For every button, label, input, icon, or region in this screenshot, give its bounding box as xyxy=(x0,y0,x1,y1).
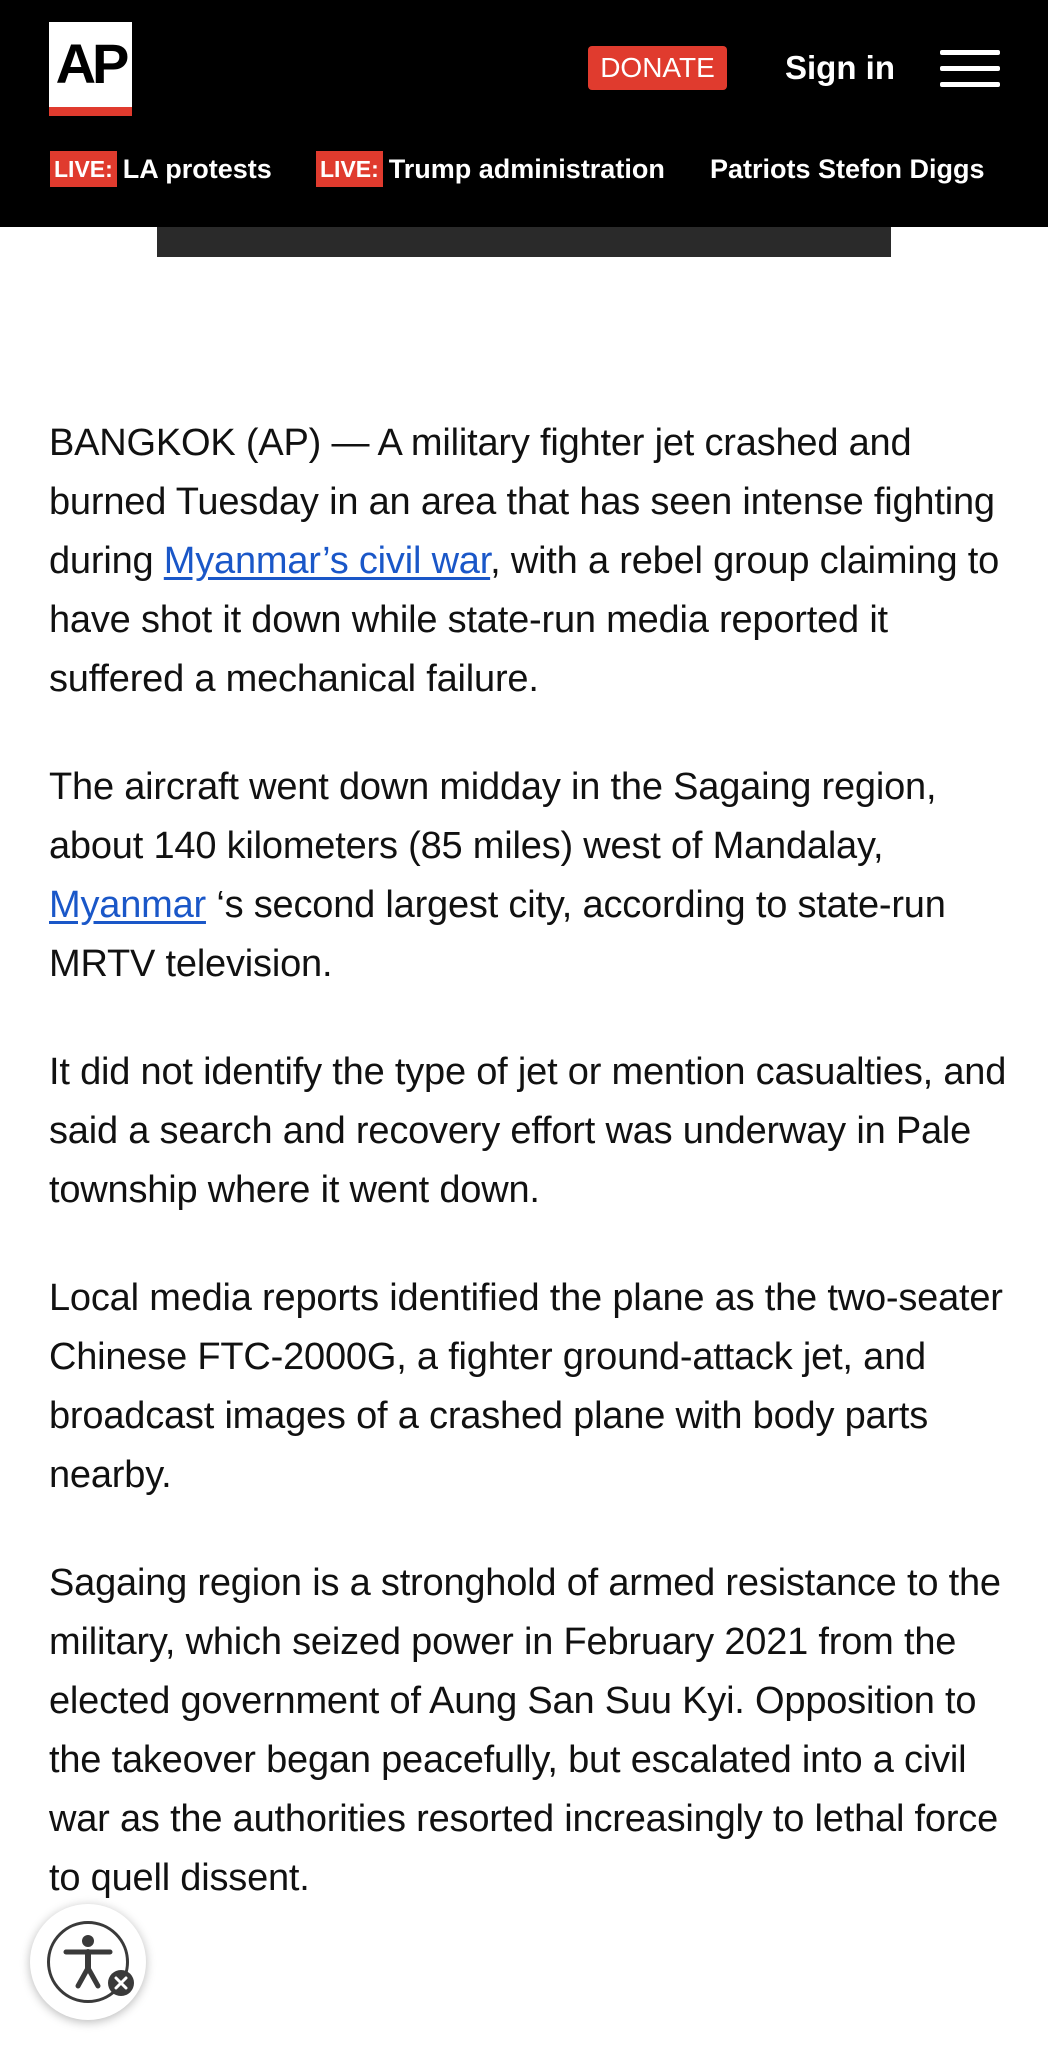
article-paragraph-1 xyxy=(49,414,1009,709)
trending-link-trump-administration[interactable] xyxy=(316,150,665,188)
hamburger-menu-icon[interactable] xyxy=(940,50,1000,88)
live-badge: LIVE: xyxy=(316,151,383,187)
live-badge: LIVE: xyxy=(50,151,117,187)
donate-button[interactable]: DONATE xyxy=(588,46,727,90)
sign-in-link[interactable]: Sign in xyxy=(785,49,895,86)
site-header xyxy=(0,0,1048,227)
logo-text: AP xyxy=(55,32,126,95)
accessibility-button[interactable] xyxy=(30,1904,146,2020)
myanmar-civil-war-link[interactable]: Myanmar’s civil war xyxy=(163,540,491,582)
trending-label: Trump administration xyxy=(388,153,665,184)
trending-label: Patriots Stefon Diggs xyxy=(710,153,985,184)
media-placeholder-strip xyxy=(157,227,891,257)
article-paragraph-5: Sagaing region is a stronghold of armed resistance to the military, which seized power in February 2021 from the elected government of Aung San Suu Kyi. Opposition to the takeover began peacefully, but escalated into a civil war as the authorities resorted increasingly to lethal force to quell dissent. xyxy=(49,1562,1001,1899)
trending-link-la-protests[interactable] xyxy=(50,150,272,188)
paragraph-text: The aircraft went down midday in the Sagaing region, about 140 kilometers (85 miles) west of Mandalay, xyxy=(49,766,937,867)
article-paragraph-4: Local media reports identified the plane as the two-seater Chinese FTC-2000G, a fighter ground-attack jet, and broadcast images of a crashed plane with body parts nearby. xyxy=(49,1277,1003,1496)
trending-link-patriots-stefon-diggs[interactable] xyxy=(710,150,985,188)
close-icon[interactable] xyxy=(108,1970,134,1996)
paragraph-text: , with a rebel group claiming to have shot it down while state-run media reported it suffered a mechanical failure. xyxy=(49,540,1000,700)
article-paragraph-3: It did not identify the type of jet or mention casualties, and said a search and recovery effort was underway in Pale township where it went down. xyxy=(49,1051,1007,1211)
paragraph-text: BANGKOK (AP) — A military fighter jet crashed and burned Tuesday in an area that has seen intense fighting during xyxy=(49,422,995,582)
myanmar-link[interactable]: Myanmar xyxy=(49,884,206,926)
paragraph-text: ‘s second largest city, according to state-run MRTV television. xyxy=(49,884,946,985)
ap-logo[interactable] xyxy=(49,22,132,116)
article-paragraph-2 xyxy=(49,758,1009,994)
article-body xyxy=(49,414,1009,1957)
trending-label: LA protests xyxy=(122,153,272,184)
